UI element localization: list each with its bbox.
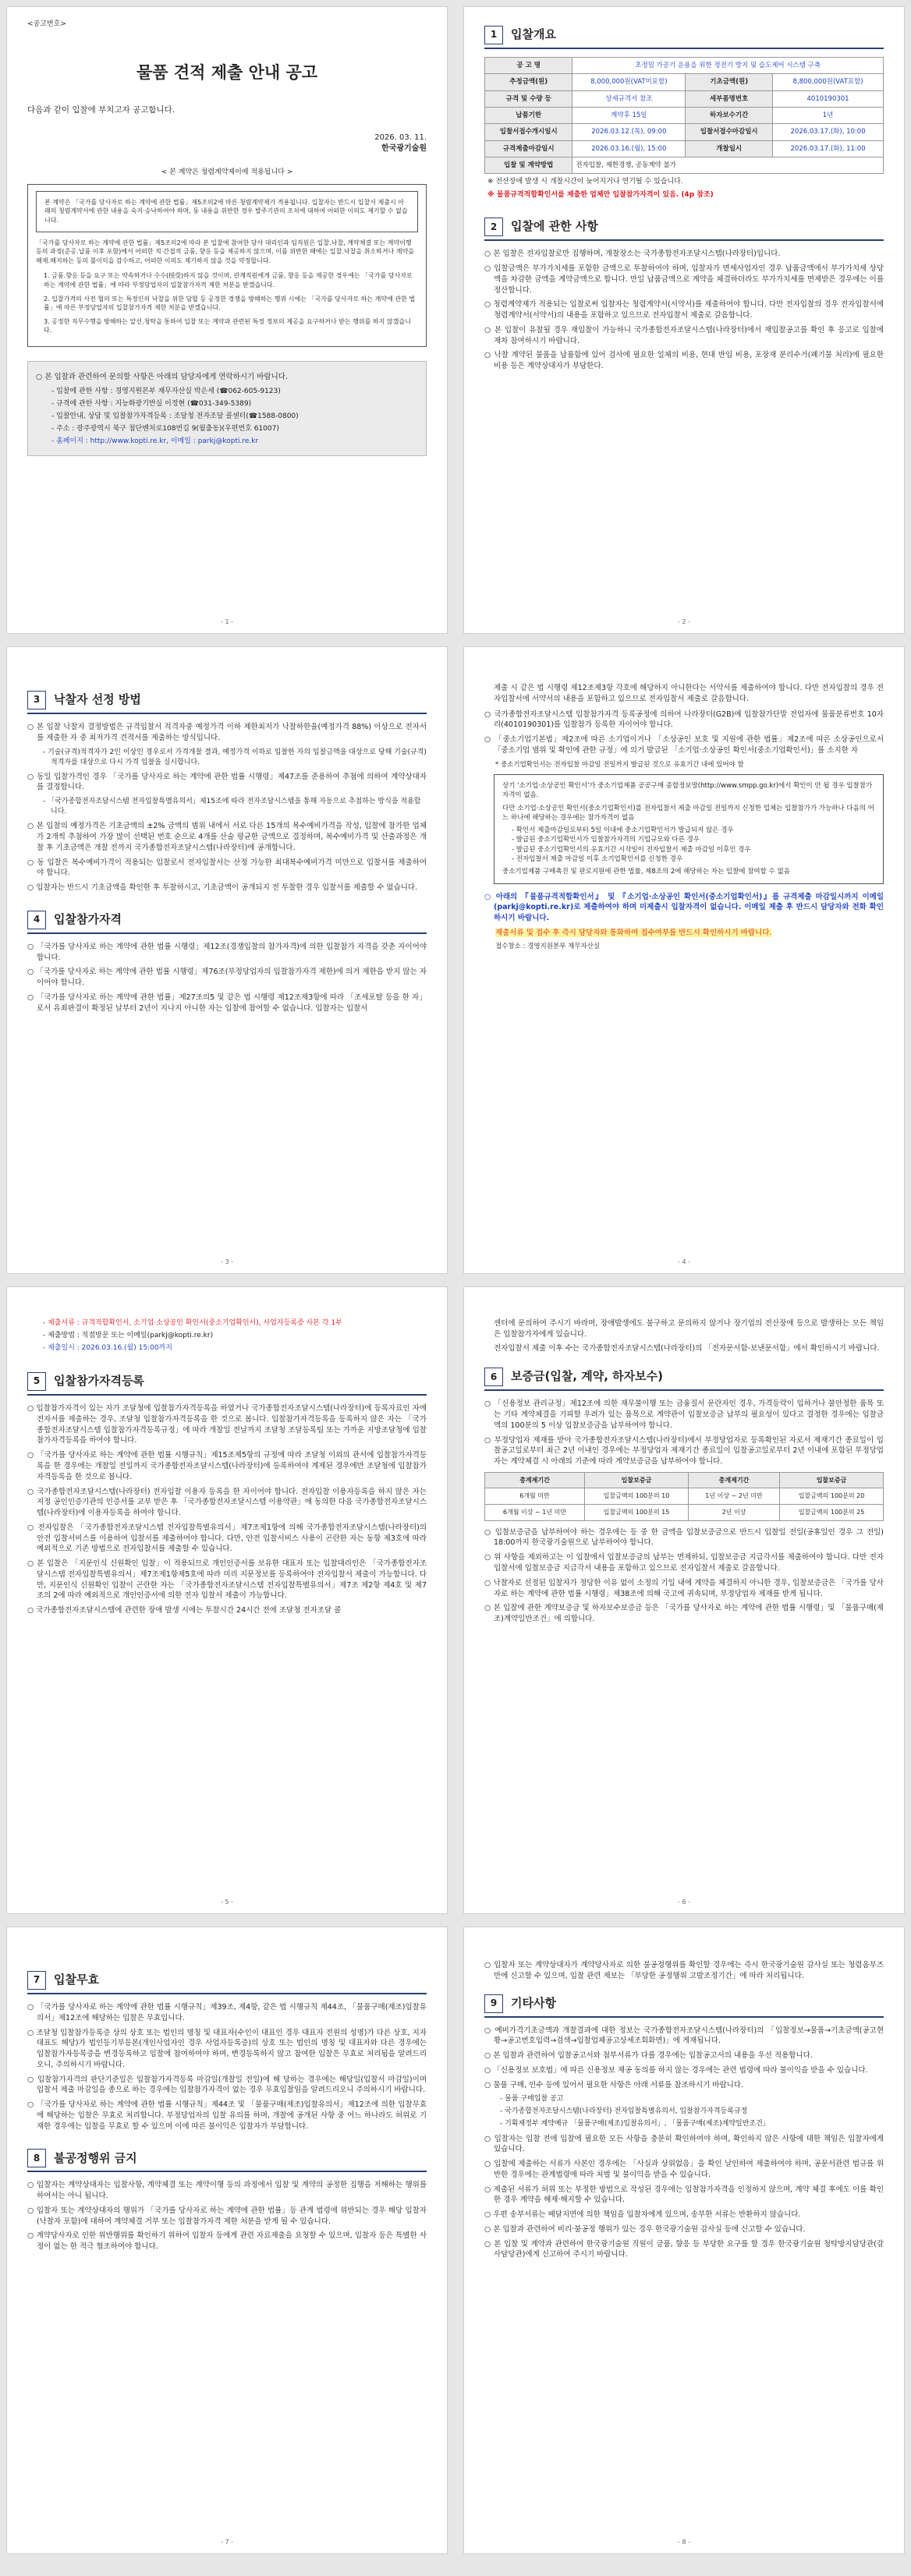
bullet-item: ○ 본 입찰에 관한 계약보증금 및 하자보수보증금 등은 「국가를 당사자로 하는 계약에 관한 법률 시행령」및 「물품구매(제조)계약일반조건」에 의합니다.	[484, 1603, 884, 1625]
section-title: 불공정행위 금지	[54, 2150, 137, 2165]
bullet-item: ○ 입찰자는 반드시 기초금액을 확인한 후 투찰하시고, 기초금액이 공개되지 전 투찰한 경우 입찰서를 제출할 수 없습니다.	[27, 883, 427, 893]
table-row	[485, 157, 884, 173]
bullet-item: ○ 입찰참가자격이 있는 자가 조달청에 입찰참가자격등록을 하였거나 국가종합전자조달시스템(나라장터)에 등록자료인 자에 전자서를 제출하는 경우, 조달청 입찰참가자격등록을 한 것으로 봅니다. 입찰참가자격등록을 등록하지 않은 자는 「국가종합전자조달시스템 입찰참가자격등록규정」에 따라 개찰일 전날까지 조달청 조달등록팀 또는 가까운 지방조달청에 입찰참가자격등록을 하여야 합니다.	[27, 1403, 427, 1446]
page-7	[6, 1927, 448, 2554]
table-cell: 8,800,000원(VAT포함)	[773, 74, 884, 90]
page-3	[6, 646, 448, 1274]
table-row	[485, 140, 884, 157]
table-cell: 초정밀 가공기 운용을 위한 정전기 방지 및 습도제어 시스템 구축	[572, 58, 884, 74]
box-item: - 전자입찰서 제출 마감일 이후 소기업확인서를 신청한 경우	[512, 855, 683, 864]
bullet-item: ○ 본 입찰과 관련하여 입찰공고서와 첨부서류가 다를 경우에는 입찰공고서의 내용을 우선 적용합니다.	[484, 2051, 884, 2061]
table-header-cell: 입찰서접수개시일시	[485, 124, 572, 140]
bullet-item: ○ 본 입찰이 유찰될 경우 재입찰이 가능하니 국가종합전자조달시스템(나라장터)에서 재입찰공고를 확인 후 응고로 입찰에 재차 참여하시기 바랍니다.	[484, 325, 884, 347]
note-text: * 중소기업확인서는 전자입찰 마감일 전일까지 발급된 것으로 유효기간 내에 있어야 함	[495, 760, 744, 769]
integrity-notice-p1: 본 계약은 「국가를 당사자로 하는 계약에 관한 법률」제5조의2에 따른 청렴계약제가 적용됩니다. 입찰자는 반드시 입찰서 제출시 아래의 청렴계약서에 관한 내용을 숙지·승낙하여야 하며, 동 내용을 위반한 경우 발주기관의 조치에 대하여 어떠한 이의도 제기할 수 없습니다.	[36, 191, 418, 232]
table-cell: 입찰금액의 100분의 10	[585, 1488, 689, 1505]
table-header-cell: 규격제출마감일시	[485, 140, 572, 157]
bullet-item: ○ 입찰참가자격의 판단기준일은 입찰참가자격등록 마감일(개찰일 전일)에 해 당하는 경우에는 해당일(입찰서 마감일)이며 입찰서 제출 마감일을 종으로 하는 경우에는 입찰참가자격이 없는 경우 무효입찰임을 알려드리오니 주의하시기 바랍니다.	[27, 2075, 427, 2097]
integrity-item: 3. 공정한 직무수행을 방해하는 알선․청탁을 통하여 입찰 또는 계약과 관련된 특정 정보의 제공을 요구하거나 받는 행위를 하지 않겠습니다.	[44, 317, 411, 334]
table-cell: 전자입찰, 제한경쟁, 공동계약 불가	[572, 157, 884, 173]
submit-item: - 제출서류 : 규격적합확인서, 소기업·소상공인 확인서(중소기업확인서), 사업자등록증 사본 각 1부	[43, 1318, 427, 1329]
bullet-item: ○ 예비가격기초금액과 개찰결과에 대한 정보는 국가종합전자조달시스템(나라장터)의 「입찰정보→물품→기초금액(공고현황→공고번호입력→검색→입찰업체공고상세조회화면)」에 게재됩니다.	[484, 2026, 884, 2047]
bullet-item: ○ 입찰에 제출하는 서류가 사본인 경우에는 「사실과 상위없음」을 확인 날인하여 제출하여야 하며, 공문서관련 법규를 위반한 경우에는 관계법령에 따라 처벌 및 불이익을 받을 수 있습니다.	[484, 2159, 884, 2181]
bullet-item: ○ 「신용정보 관리규정」제12조에 의한 재무불이행 또는 금융질서 문란자인 경우, 가격등락이 입하거나 불안정한 품목 또는 기타 계약체결을 기피할 우려가 있는 품목으로 계약관이 입찰보증금 납부의 필요성이 있다고 결정한 경우에는 입찰금액의 100분의 5 이상 입찰보증금을 납부하여야 합니다.	[484, 1399, 884, 1431]
announce-date: 2026. 03. 11.	[374, 133, 427, 142]
note-text-important: ※ 물품규격적합확인서를 제출한 업체만 입찰참가자격이 있음. (4p 참조)	[487, 191, 714, 200]
bullet-item: ○ 「국가를 당사자로 하는 계약에 관한 법률 시행규칙」제44조 및 「물품구매(제조)입찰유의서」제12조에 의한 입찰무효에 해당하는 입찰은 무효로 처리합니다. 부정당업자의 입찰 유의를 하며, 개찰에 공개된 사항 중 어느 하나라도 허위로 기재한 경우에는 입찰을 무효로 할 수 있으며 이에 따른 불이익은 입찰자가 부담합니다.	[27, 2100, 427, 2132]
section-title: 기타사항	[511, 1995, 556, 2010]
bid-bond-table	[484, 1472, 884, 1521]
bullet-item: ○ 입찰자는 계약상대자는 입찰사항, 계약체결 또는 계약이행 등의 과정에서 입찰 및 계약의 공정한 집행을 저해하는 행위를 하여서는 아니 됩니다.	[27, 2180, 427, 2202]
paragraph: 전자입찰서 제출 이후 수는 국가종합전자조달시스템(나라장터)의 「전자문서함-보낸문서함」에서 확인하시기 바랍니다.	[494, 1343, 880, 1353]
table-header-cell: 개찰일시	[686, 140, 773, 157]
doc-number: <공고번호>	[27, 20, 66, 28]
box-item: - 발급된 중소기업확인서의 유효기간 시작일이 전자입찰서 제출 마감일 이후인 경우	[512, 845, 751, 854]
bullet-item: ○ 본 입찰 낙찰자 결정방법은 규격입찰서 적격자중 예정가격 이하 제한최저가 낙찰하한율(예정가격 88%) 이상으로 전자서를 제출한 자 중 최저가격 견적서를 제출하는 방식입니다.	[27, 722, 427, 744]
bullet-item: ○ 본 입찰은 전자입찰로만 집행하며, 개찰장소는 국가종합전자조달시스템(나라장터)입니다.	[484, 249, 884, 260]
integrity-notice-box	[27, 184, 427, 347]
bullet-item: ○ 우편 송부서류는 배달지연에 의한 책임을 입찰자에게 있으며, 송부한 서류는 반환하지 않습니다.	[484, 2210, 884, 2220]
section-number: 8	[27, 2149, 46, 2167]
table-cell: 1년 이상 ~ 2년 미만	[688, 1488, 779, 1505]
page-6	[463, 1286, 905, 1914]
bullet-item: ○ 입찰자 또는 계약상대자의 행위가 「국가를 당사자로 하는 계약에 관한 법률」등 관계 법령에 위반되는 경우 해당 입찰자(낙찰자 포함)에 대하여 계약체결 거부 또는 입찰참가자격 제한 처분을 받게 될 수 있습니다.	[27, 2206, 427, 2227]
contact-intro: ○ 본 입찰과 관련하여 문의할 사항은 아래의 담당자에게 연락하시기 바랍니다.	[36, 372, 418, 383]
bullet-item: ○ 제출된 서류가 허위 또는 부정한 방법으로 작성된 경우에는 입찰참가자격을 인정하지 않으며, 계약 체결 후에도 이를 확인한 경우 계약을 해제·해지할 수 있습니다.	[484, 2185, 884, 2206]
bullet-item-important: ○ 아래의 『물품규격적합확인서』 및 『소기업·소상공인 확인서(중소기업확인서)』를 규격제출 마감일시까지 이메일(parkj@kopti.re.kr)로 제출하여야 하며 미제출시 입찰자격이 없습니다. 이메일 제출 후 반드시 담당자와 전화 확인하시기 바랍니다.	[484, 892, 884, 924]
box-item: - 확인서 제출마감일로부터 5일 이내에 중소기업확인서가 발급되지 않은 경우	[512, 826, 734, 835]
section-number: 4	[27, 911, 46, 929]
table-cell: 입찰금액의 100분의 20	[780, 1488, 884, 1505]
paragraph: 센터에 문의하여 주시기 바라며, 장애발생에도 불구하고 문의하지 않거나 장기업의 전산장애 등으로 발생하는 모든 책임은 입찰참가자에게 있습니다.	[494, 1319, 884, 1339]
bullet-item: ○ 「국가를 당사자로 하는 계약에 관한 법률 시행령」제12조(경쟁입찰의 참가자격)에 의한 입찰참가 자격을 갖춘 자이어야 합니다.	[27, 942, 427, 964]
bullet-item: ○ 「국가를 당사자로 하는 계약에 관한 법률 시행규칙」제15조제5항의 규정에 따라 조달청 이외의 관서에 입찰참가자격등록을 한 경우에는 개찰일 전일까지 국가종합전자조달시스템(나라장터)에 등록하여야 계제된 경우에만 조달청에 입찰참가자격등록을 한 것으로 봅니다.	[27, 1450, 427, 1482]
homepage-link[interactable]: - 홈페이지 : http://www.kopti.re.kr, 이메일 : parkj@kopti.re.kr	[51, 437, 418, 447]
bullet-item: ○ 「중소기업기본법」제2조에 따른 소기업이거나 「소상공인 보호 및 지원에 관한 법률」제2조에 따른 소상공인으로서 「중소기업 범위 및 확인에 관한 규정」에 의거 발급된 「소기업·소상공인 확인서(중소기업확인서)」를 소지한 자	[484, 734, 884, 756]
table-header-row	[485, 1472, 884, 1488]
bullet-item: ○ 국가종합전자조달시스템에 관련한 장애 발생 시에는 투찰시간 24시간 전에 조달청 전자조달 콜	[27, 1605, 427, 1616]
note-text: ※ 전산장애 발생 시 개찰시간이 늦어지거나 연기될 수 있습니다.	[487, 178, 683, 186]
sub-item: - 「국가종합전자조달시스템 전자입찰특별유의서」제15조에 따라 전자조달시스템을 통해 자동으로 추첨하는 방식을 적용합니다.	[43, 797, 427, 817]
bullet-item: ○ 「국가를 당사자로 하는 계약에 관한 법률 시행규칙」제39조, 제4항, 같은 법 시행규칙 제44조, 「물품구매(제조)입찰유의서」제12조에 해당하는 입찰은 무효입니다.	[27, 2002, 427, 2024]
table-cell: 4010190301	[773, 90, 884, 107]
page-number: - 2 -	[678, 618, 690, 626]
sub-item: - 국가종합전자조달시스템(나라장터) 전자입찰특별유의서, 입찰참가자격등록규정	[500, 2107, 884, 2117]
table-cell: 입찰금액의 100분의 25	[780, 1505, 884, 1521]
bullet-item: ○ 전자입찰은 「국가종합전자조달시스템 전자입찰특별유의서」제7조제1항에 의해 국가종합전자조달시스템(나라장터)의 안전 입찰서비스를 이용하여 입찰서를 제출하여야 합니다. 다만, 안전 입찰서비스 사용이 곤란한 자는 동항 제3호에 따라 예외적으로 기존 방법으로 전자입찰서를 제출할 수 있습니다.	[27, 1523, 427, 1555]
section-header	[27, 911, 427, 934]
bullet-item: ○ 본 입찰의 예정가격은 기초금액의 ±2% 금액의 범위 내에서 서로 다른 15개의 복수예비가격을 작성, 입찰에 참가한 업체가 2개씩 추첨하여 가장 많이 선택된 번호 순으로 4개를 산술 평균한 금액으로 결정하며, 복수예비가격 및 산출과정은 개찰 후 기초금액은 개찰 전까지 국가종합전자조달시스템(나라장터)에 공개합니다.	[27, 821, 427, 853]
announce-org: 한국광기술원	[381, 144, 427, 154]
table-header-cell: 규격 및 수량 등	[485, 90, 572, 107]
bullet-item: ○ 「신용정보 보호법」에 따른 신용정보 제공 동의를 하지 않는 경우에는 관련 법령에 따라 불이익을 받을 수 있습니다.	[484, 2065, 884, 2076]
bullet-item: ○ 낙찰자로 선정된 입찰자가 정당한 이유 없이 소정의 기일 내에 계약을 체결하지 아니한 경우, 입찰보증금은 「국가를 당사자로 하는 계약에 관한 법률 시행령」제38조에 의해 국고에 귀속되며, 부정당업자 제재를 받게 됩니다.	[484, 1578, 884, 1600]
bullet-item: ○ 본 입찰 및 계약과 관련하여 한국광기술원 직원이 금품, 향응 등 부당한 요구를 할 경우 한국광기술원 청탁방지담당관(감사담당관)에게 신고하여 주시기 바랍니다.	[484, 2239, 884, 2261]
page-number: - 1 -	[221, 618, 233, 626]
table-header-cell: 추정금액(원)	[485, 74, 572, 90]
section-header	[484, 1994, 884, 2018]
sub-item: - 기술(규격)적격자가 2인 이상인 경우로서 가격개찰 결과, 예정가격 이하로 입찰한 자의 입찰금액을 대상으로 당해 기술(규격)적격자를 대상으로 다시 가격 입찰을 실시합니다.	[43, 748, 427, 768]
contact-box	[27, 361, 427, 456]
section-number: 2	[484, 218, 503, 236]
section-title: 낙찰자 선정 방법	[54, 692, 141, 707]
bullet-item: ○ 부정당업자 제재를 받아 국가종합전자조달시스템(나라장터)에서 부정당업자로 등록확인된 자로서 제재기간 종료일이 입찰공고일로부터 최근 2년 이내인 경우에는 부정당업자 제재기간 종료일이 입찰공고일로부터 2년 이내에 포함된 부정당업자는 계약체결 시 아래의 기준에 따라 계약보증금을 납부하여야 합니다.	[484, 1435, 884, 1467]
table-row	[485, 58, 884, 74]
page-5	[6, 1286, 448, 1914]
bullet-item: ○ 동 입찰은 복수예비가격이 적용되는 입찰로서 전자입찰서는 산정 가능한 최대복수예비가격 미만으로 입찰서를 제출하여야 합니다.	[27, 858, 427, 879]
paragraph: 제출 시 같은 법 시행령 제12조제3항 각호에 해당하지 아니한다는 서약서를 제출하여야 합니다. 다만 전자입찰의 경우 전자입찰서에 서약서의 내용을 포함하고 있으므로 전자입찰서 제출로 갈음합니다.	[494, 684, 884, 703]
page-number: - 6 -	[678, 1898, 690, 1906]
section-title: 입찰참가자격	[54, 911, 122, 926]
table-header-cell: 입찰보증금	[780, 1472, 884, 1488]
sub-item: - 물품 구매입찰 공고	[500, 2094, 884, 2104]
section-header	[27, 1971, 427, 1994]
section-title: 입찰에 관한 사항	[511, 219, 598, 234]
table-cell: 2026.03.16.(월), 15:00	[572, 140, 686, 157]
bid-overview-table	[484, 57, 884, 174]
bullet-item: ○ 낙찰 계약된 물품을 납품함에 있어 검사에 필요한 일체의 비용, 현대 반입 비용, 포장재 분리수거(폐기물 처리)에 필요한 비용 등은 계약상대자가 부담한다.	[484, 350, 884, 372]
submit-item: - 제출방법 : 직접방문 또는 이메일(parkj@kopti.re.kr)	[43, 1331, 427, 1341]
box-item: 상기 '소기업·소상공인 확인서'가 중소기업제품 공공구매 종합정보망(http://www.smpp.go.kr)에서 확인이 안 될 경우 입찰참가자격이 없음.	[502, 781, 873, 800]
bullet-item: ○ 동일 입찰가격인 경우 「국가를 당사자로 하는 계약에 관한 법률 시행령」제47조를 준용하여 추첨에 의하여 계약상대자를 결정합니다.	[27, 772, 427, 794]
table-cell: 6개월 이상 ~ 1년 미만	[485, 1505, 585, 1521]
table-row	[485, 74, 884, 90]
bullet-item: ○ 입찰금액은 부가가치세를 포함한 금액으로 투찰하여야 하며, 입찰자가 면세사업자인 경우 납품금액에서 부가가치세 상당액을 차감한 금액을 계약금액으로 합니다. 만일 납품금액으로 계약을 체결하더라도 부가가치세를 면제받은 경우에는 이를 정산합니다.	[484, 264, 884, 295]
section-header	[484, 218, 884, 241]
sme-confirmation-box	[494, 774, 884, 884]
page-number: - 5 -	[221, 1898, 233, 1906]
table-cell: 2026.03.17.(화), 10:00	[773, 124, 884, 140]
table-header-cell: 기초금액(원)	[686, 74, 773, 90]
bullet-item: ○ 위 사항을 제외하고는 이 입찰에서 입찰보증금의 납부는 면제하되, 입찰보증금 지급각서를 제출하여야 합니다. 다만 전자입찰서에 입찰보증금 지급각서 내용을 포함하고 있으므로 전자입찰서 제출로 갈음합니다.	[484, 1552, 884, 1574]
box-item: - 발급된 중소기업확인서가 입찰참가자격의 기업규모와 다른 경우	[512, 836, 700, 844]
table-cell: 입찰금액의 100분의 15	[585, 1505, 689, 1521]
bullet-item: ○ 입찰보증금을 납부하여야 하는 경우에는 등 중 한 금액을 입찰보증금으로 반드시 입찰일 전일(공휴일인 경우 그 전일) 18:00까지 한국광기술원으로 납부하여야 합니다.	[484, 1527, 884, 1549]
contact-item: - 주소 : 광주광역시 북구 첨단벤처로108번길 9(월출동)(우편번호 61007)	[51, 424, 418, 434]
section-header	[27, 1372, 427, 1396]
page-number: - 7 -	[221, 2539, 233, 2546]
page-title: 물품 견적 제출 안내 공고	[136, 63, 318, 83]
bullet-item: ○ 청렴계약제가 적용되는 입찰로써 입찰자는 청렴계약서(서약서)를 제출하여야 합니다. 다만 전자입찰의 경우 전자입찰서에 청렴계약서(서약서)의 내용을 포함하고 있으므로 전자입찰서 제출로 갈음합니다.	[484, 299, 884, 321]
table-row	[485, 124, 884, 140]
table-cell: 1년	[773, 107, 884, 123]
section-title: 입찰무효	[54, 1973, 99, 1987]
section-number: 1	[484, 26, 503, 44]
table-cell: 2026.03.12.(목), 09:00	[572, 124, 686, 140]
page-1	[6, 6, 448, 634]
bullet-item: ○ 국가종합전자조달시스템 입찰참가자격 등록공정에 의하여 나라장터(G2B)에 입찰참가단말 전업자에 물품분류번호 10자리(4010190301)를 입찰참가 등록한 자이어야 합니다.	[484, 709, 884, 731]
table-header-cell: 납품기한	[485, 107, 572, 123]
bullet-item: ○ 「국가를 당사자로 하는 계약에 관한 법률 시행령」제76조(부정당업자의 입찰참가자격 제한)에 의거 제한을 받지 않는 자이어야 합니다.	[27, 967, 427, 989]
section-number: 5	[27, 1372, 46, 1391]
page-4	[463, 646, 905, 1274]
bullet-item: ○ 계약당사자로 인한 위반행위를 확인하기 위하여 입찰자 등에게 관련 자료제출을 요청할 수 있으며, 입찰자 등은 특별한 사정이 없는 한 적극 협조하여야 합니다.	[27, 2231, 427, 2252]
table-header-cell: 총계제기간	[688, 1472, 779, 1488]
table-header-cell: 입찰보증금	[585, 1472, 689, 1488]
integrity-item: 1. 금품․향응 등을 요구 또는 약속하거나 수수(授受)하지 않을 것이며, 관계직원에게 금품, 향응 등을 제공한 경우에는 「국가를 당사자로 하는 계약에 관한 법률」에 따라 부정당업자의 입찰참가자격 제한 처분을 받겠습니다.	[44, 272, 413, 288]
box-item: 중소기업제품 구매촉진 및 판로지원에 관한 법률, 제8조의 2에 해당하는 자는 입찰에 참여할 수 없음	[502, 868, 790, 876]
bullet-item: ○ 입찰자 또는 계약상대자가 계약당사자로 의한 불공정행위를 확인할 경우에는 즉시 한국광기술원 감사실 또는 청렴옴부즈만에 신고할 수 있으며, 입찰 관련 제보는 「부당한 공정행위 고발조정기간」에 따라 처리됩니다.	[484, 1960, 884, 1982]
bullet-item: ○ 「국가를 당사자로 하는 계약에 관한 법률」제27조의5 및 같은 법 시행령 제12조제3항에 따라 「조세포탈 등을 한 자」로서 유죄판결이 확정된 날부터 2년이 지나지 아니한 자는 입찰에 참여할 수 없습니다. 입찰자는 입찰서	[27, 993, 427, 1014]
sub-item: - 기획재정부 계약예규 「물품구매(제조)입찰유의서」, 「물품구매(제조)계약일반조건」	[500, 2119, 884, 2129]
integrity-item: 2. 입찰가격의 사전 협의 또는 특정인의 낙찰을 위한 담합 등 공정한 경쟁을 방해하는 행위 시에는 「국가를 당사자로 하는 계약에 관한 법률」에 따른 부정당업자의 입찰참가자격 제한 처분을 받겠습니다.	[44, 295, 416, 312]
intro-text: 다음과 같이 입찰에 부치고자 공고합니다.	[27, 105, 175, 115]
section-title: 입찰참가자격등록	[54, 1374, 144, 1389]
section-number: 7	[27, 1971, 46, 1990]
table-cell: 6개월 미만	[485, 1488, 585, 1505]
bullet-item: ○ 입찰자는 입찰 전에 입찰에 필요한 모든 사항을 충분히 확인하여야 하며, 확인하지 않은 사항에 대한 책임은 입찰자에게 있습니다.	[484, 2134, 884, 2156]
table-header-cell: 입찰 및 계약방법	[485, 157, 572, 173]
section-header	[27, 2149, 427, 2172]
table-cell: 상세규격서 참조	[572, 90, 686, 107]
table-header-cell: 하자보수기간	[686, 107, 773, 123]
section-title: 입찰개요	[511, 27, 556, 42]
integrity-notice-header: < 본 계약은 청렴계약제이에 적용됩니다 >	[161, 168, 293, 176]
table-header-cell: 공 고 명	[485, 58, 572, 74]
section-number: 3	[27, 691, 46, 709]
section-title: 보증금(입찰, 계약, 하자보수)	[511, 1369, 663, 1384]
page-number: - 8 -	[678, 2539, 690, 2546]
table-cell: 2026.03.17.(화), 11:00	[773, 140, 884, 157]
bullet-item: ○ 조달청 입찰참가등록증 상의 상호 또는 법인의 명칭 및 대표자(수인이 대표인 경우 대표자 전원의 성명)가 다른 상호, 지자 대표도 해당)가 법인등기부등본(개인사업자인 경우 사업자등록증)의 상호 또는 법인의 명칭 및 대표자와 다른 경우에는 입찰참가자등록증을 변경등록하고 입찰에 참여하여야 하며, 변경등록하지 않고 참여한 입찰은 무효로 처리됨을 알려드리오니, 주의하시기 바랍니다.	[27, 2028, 427, 2071]
section-number: 6	[484, 1368, 503, 1386]
table-cell: 계약후 15일	[572, 107, 686, 123]
page-number: - 3 -	[221, 1258, 233, 1266]
page-2	[463, 6, 905, 634]
bullet-item: ○ 물품 구매, 인수 등에 있어서 필요한 사항은 아래 서류를 참조하시기 바랍니다.	[484, 2080, 884, 2091]
table-header-cell: 입찰서접수마감일시	[686, 124, 773, 140]
highlight-note	[495, 928, 884, 939]
table-row	[485, 1488, 884, 1505]
section-header	[484, 1368, 884, 1391]
contact-item: - 입찰에 관한 사항 : 경영지원본부 재무자산실 박은세 (☎062-605-9123)	[51, 387, 418, 397]
section-number: 9	[484, 1994, 503, 2013]
highlight-text: 제출서류 및 접수 후 즉시 담당자와 통화하여 접수여부를 반드시 확인하시기 바랍니다.	[495, 929, 772, 938]
table-header-cell: 총계제기간	[485, 1472, 585, 1488]
table-cell: 2년 이상	[688, 1505, 779, 1521]
section-header	[484, 26, 884, 49]
contact-item: - 입찰안내, 상담 및 입찰참가자격등록 : 조달청 전자조달 콜센터(☎1588-0800)	[51, 412, 418, 422]
table-header-cell: 세부품명번호	[686, 90, 773, 107]
bullet-item: ○ 국가종합전자조달시스템(나라장터) 전자입찰 이용자 등록을 한 자이어야 합니다. 전자입찰 이용자등록을 하지 않은 자는 지정 공인인증기관의 인증서를 교부 받은 후 「국가종합전자조달시스템 이용약관」에 동의한 다음 국가종합전자조달시스템(나라장터)에 이용자등록을 하여야 합니다.	[27, 1487, 427, 1519]
box-item: 다만 소기업·소상공인 확인서(중소기업확인서)를 전자입찰서 제출 마감일 전일까지 신청한 업체는 입찰참가가 가능하나 다음의 어느 하나에 해당하는 경우에는 참가자격이 없음	[502, 804, 874, 822]
receiver-text: 접수창소 : 경영지원본부 재무자산실	[495, 942, 601, 950]
page-number: - 4 -	[678, 1258, 690, 1266]
page-8	[463, 1927, 905, 2554]
table-row	[485, 107, 884, 123]
table-cell: 8,000,000원(VAT미포함)	[572, 74, 686, 90]
contact-item: - 규격에 관한 사항 : 지능화광기반실 이정현 (☎031-349-5389)	[51, 399, 418, 409]
bullet-item: ○ 본 입찰은 「지문인식 신원확인 입찰」이 적용되므로 개인인증서를 보유한 대표자 또는 입찰대리인은 「국가종합전자조달시스템 전자입찰특별유의서」제7조제1항제5호에 따라 미리 지문정보를 등록하여야 전자입찰서 제출이 가능합니다. 다만, 지문인식 신원확인 입찰이 곤란한 자는 「국가종합전자조달시스템 전자입찰특별유의서」제7조 제2항 제4호 및 제7조의 2에 따라 예외적으로 개인인증서에 의한 전자 입찰서 제출이 가능합니다.	[27, 1559, 427, 1601]
bullet-item: ○ 본 입찰과 관련하여 비리·불공정 행위가 있는 경우 한국광기술원 감사실 등에 신고할 수 있습니다.	[484, 2224, 884, 2235]
table-row	[485, 1505, 884, 1521]
integrity-notice-p2: 「국가를 당사자로 하는 계약에 관한 법률」제5조의2에 따라 본 입찰에 참여한 당사 대리인과 임직원은 입찰․낙찰, 계약체결 또는 계약이행 등의 과정(준공․납품 이후 포함)에서 어떠한 직·간접적 금품, 향응 등을 제공하지 않으며, 이를 위반한 때에는 입찰․낙찰을 취소하거나 계약을 해제․해지하는 등의 불이익을 감수하고, 어떠한 이의도 제기하지 않을 것을 약정합니다.	[36, 239, 414, 264]
section-header	[27, 691, 427, 714]
submit-item: - 제출일시 : 2026.03.16.(월) 15:00까지	[43, 1343, 427, 1353]
table-row	[485, 90, 884, 107]
